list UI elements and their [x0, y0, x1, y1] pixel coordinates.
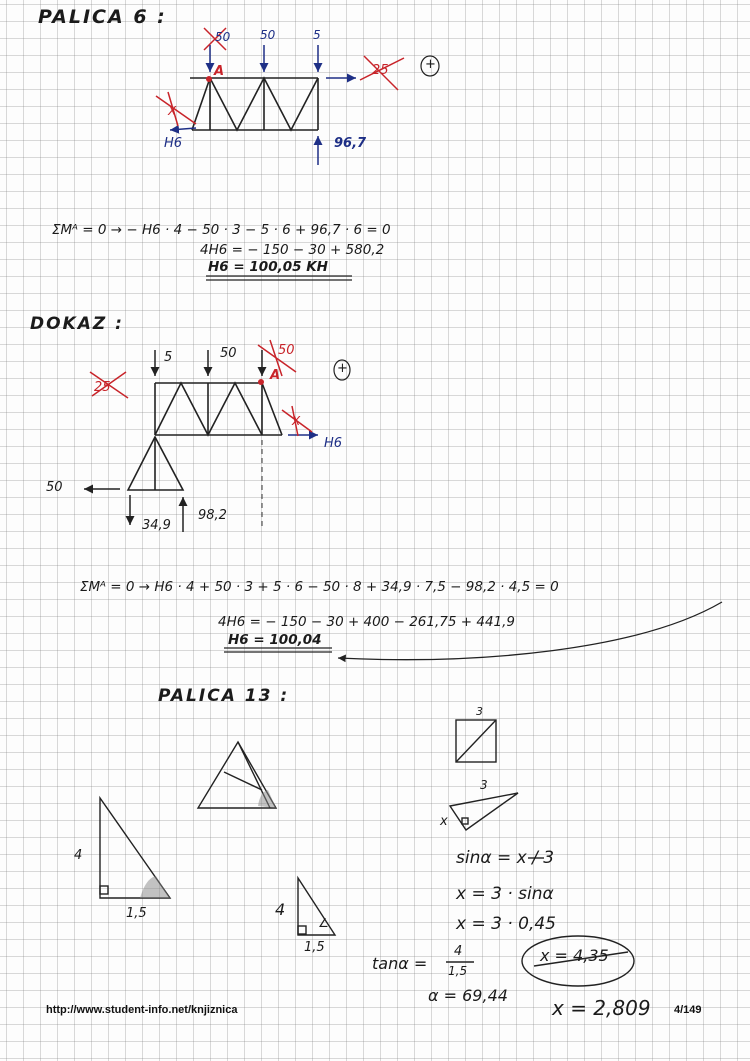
alpha-result: α = 69,44 [428, 986, 508, 1005]
load-label-2: 50 [260, 28, 276, 42]
equation1-result: H6 = 100,05 KH [208, 259, 328, 275]
final-result: x = 2,809 [552, 996, 651, 1020]
crossed-force-top-2: 50 [278, 343, 295, 358]
calc-x-value: x = 3 · 0,45 [456, 914, 556, 934]
footer-url[interactable]: http://www.student-info.net/knjiznica [46, 1004, 238, 1016]
tan-label: tanα = [372, 954, 428, 973]
load-label-5: 5 [164, 350, 173, 365]
calc-struck-result: x = 4,35 [540, 946, 609, 965]
load-label-50: 50 [220, 346, 237, 361]
load-label-1: 50 [215, 30, 231, 44]
crossed-force-left: X [168, 104, 177, 118]
point-a-marker-2 [258, 379, 264, 385]
support-force-1: 96,7 [334, 136, 367, 151]
footer-page-number: 4/149 [674, 1004, 702, 1016]
tan-denominator: 1,5 [448, 964, 468, 978]
tan-numerator: 4 [454, 944, 463, 959]
point-a-label-2: A [270, 368, 281, 383]
small-tri-height-label: 4 [275, 900, 286, 919]
loads-section2 [84, 350, 262, 532]
crossed-force-left-2: 25 [94, 380, 111, 395]
rotation-sign-2: + [337, 361, 348, 376]
section2-title: DOKAZ : [30, 314, 124, 334]
reaction-label-1: H6 [164, 136, 183, 151]
loads-section1 [170, 45, 356, 165]
sweeping-arrow [338, 602, 722, 660]
equation2-line1: ΣMᴬ = 0 → H6 · 4 + 50 · 3 + 5 · 6 − 50 · 8 + 34,9 · 7,5 − 98,2 · 4,5 = 0 [80, 579, 559, 595]
result1-underline [206, 276, 352, 280]
small-tri-base-label: 1,5 [304, 940, 325, 955]
right-tri-x-label: x [440, 814, 448, 829]
truss-dokaz [128, 383, 282, 490]
point-a-label: A [214, 64, 225, 79]
load-label-3: 5 [313, 28, 321, 42]
right-tri-hyp-label: 3 [480, 778, 488, 792]
point-a-marker [206, 76, 212, 82]
square-side-label: 3 [476, 705, 483, 718]
crossed-force-right: 25 [372, 63, 389, 78]
equation2-result: H6 = 100,04 [228, 632, 322, 648]
big-tri-base-label: 1,5 [126, 906, 147, 921]
calc-sin: sinα = x / 3 [456, 848, 555, 868]
angle-symbol-small: ∠ [318, 916, 329, 930]
truss-palica-6 [190, 78, 318, 130]
calc-x-sin: x = 3 · sinα [456, 884, 554, 904]
support-up-label: 98,2 [198, 508, 227, 523]
angle-hatching [140, 790, 276, 898]
left-force-label: 50 [46, 480, 63, 495]
big-tri-height-label: 4 [74, 848, 83, 863]
crossed-force-right-2: X [292, 414, 301, 428]
section1-title: PALICA 6 : [38, 6, 167, 28]
equation1-line1: ΣMᴬ = 0 → − H6 · 4 − 50 · 3 − 5 · 6 + 96,7 · 6 = 0 [52, 222, 391, 238]
section3-title: PALICA 13 : [158, 686, 290, 706]
equation2-line2: 4H6 = − 150 − 30 + 400 − 261,75 + 441,9 [218, 614, 515, 630]
result2-underline [224, 648, 332, 652]
crossed-forces-section1 [156, 28, 404, 126]
equation1-line2: 4H6 = − 150 − 30 + 580,2 [200, 242, 385, 258]
rotation-sign-1: + [425, 57, 436, 72]
reaction-label-2: H6 [324, 436, 343, 451]
support-down-label: 34,9 [142, 518, 171, 533]
